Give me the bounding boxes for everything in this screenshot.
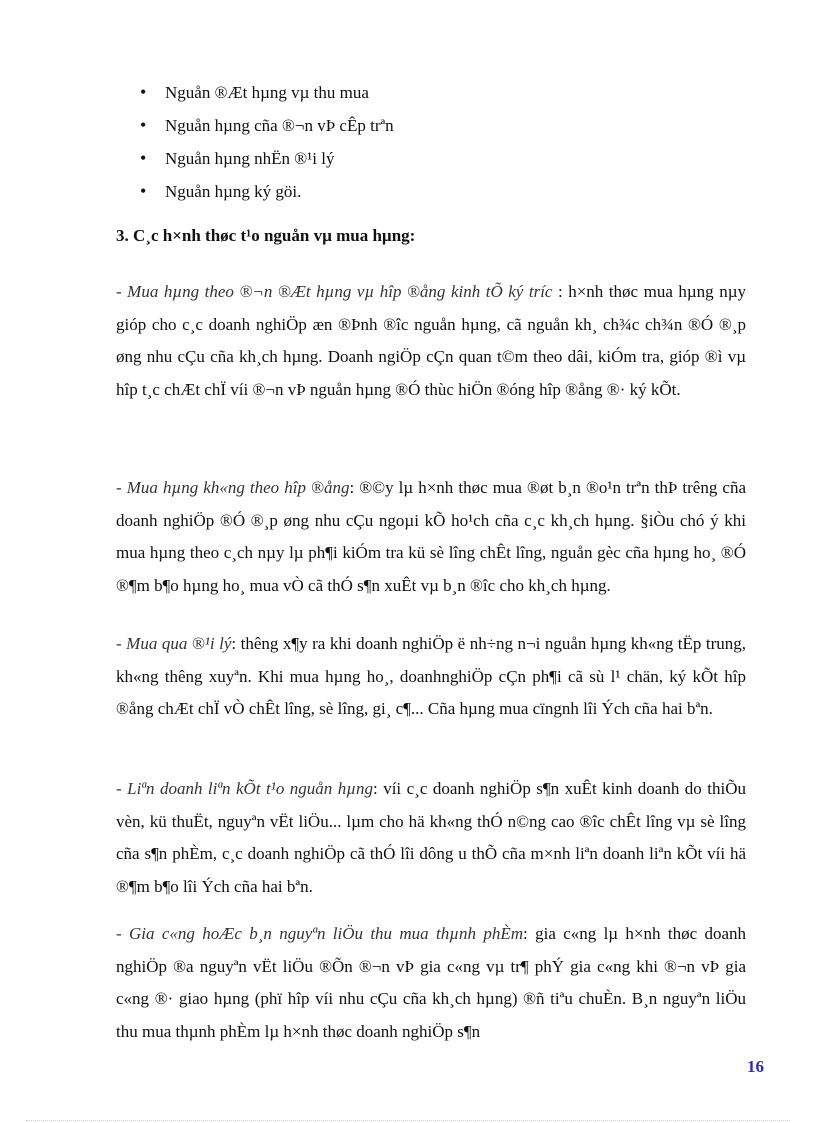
paragraph (116, 918, 746, 1048)
paragraph-body: : gia c«ng lµ h×nh thøc doanh nghiÖp ®a nguyªn vËt liÖu ®Õn ®¬n vÞ gia c«ng vµ tr¶ phÝ gia c«ng khi ®¬n vÞ gia c«ng ®· giao hµng (phï hîp víi nhu cÇu cña kh¸ch hµng) ®ñ tiªu chuÈn. B¸n nguyªn liÖu thu mua thµnh phÈm lµ h×nh thøc doanh nghiÖp s¶n (116, 924, 746, 1041)
list-item: • Nguån ®Æt hµng vµ thu mua (140, 76, 394, 109)
paragraph-lead: - Mua qua ®¹i lý (116, 634, 232, 653)
page-number: 16 (747, 1057, 764, 1076)
paragraph-body: : ®©y lµ h×nh thøc mua ®øt b¸n ®o¹n trªn thÞ trêng cña doanh nghiÖp ®Ó ®¸p øng nhu cÇu ngoµi kÕ ho¹ch cña c¸c kh¸ch hµng. §iÒu chó ý khi mua hµng theo c¸ch nµy lµ ph¶i kiÓm tra kü sè lîng chÊt lîng, nguån gèc cña hµng ho¸ ®Ó ®¶m b¶o hµng ho¸ mua vÒ cã thÓ s¶n xuÊt vµ b¸n ®îc cho kh¸ch hµng. (116, 478, 746, 595)
footer-divider (26, 1120, 790, 1121)
paragraph-lead: - Liªn doanh liªn kÕt t¹o nguån hµng (116, 779, 374, 798)
paragraph (116, 773, 746, 903)
paragraph-lead: - Mua hµng kh«ng theo hîp ®ång (116, 478, 350, 497)
section-heading: 3. C¸c h×nh thøc t¹o nguån vµ mua hµng: (116, 226, 416, 245)
paragraph (116, 628, 746, 726)
paragraph-lead: - Mua hµng theo ®¬n ®Æt hµng vµ hîp ®ång kinh tÕ ký tríc (116, 282, 553, 301)
paragraph (116, 472, 746, 602)
paragraph-body: : víi c¸c doanh nghiÖp s¶n xuÊt kinh doanh do thiÕu vèn, kü thuËt, nguyªn vËt liÖu... lµm cho hä kh«ng thÓ n©ng cao ®îc chÊt lîng vµ sè lîng cña s¶n phÈm, c¸c doanh nghiÖp cã thÓ lîi dông u thÕ cña m×nh liªn doanh liªn kÕt víi hä ®¶m b¶o lîi Ých cña hai bªn. (116, 779, 746, 896)
paragraph-lead: - Gia c«ng hoÆc b¸n nguyªn liÖu thu mua thµnh phÈm (116, 924, 524, 943)
paragraph-body: : h×nh thøc mua hµng nµy gióp cho c¸c doanh nghiÖp æn ®Þnh ®îc nguån hµng, cã nguån kh¸ ch¾c ch¾n ®Ó ®¸p øng nhu cÇu cña kh¸ch hµng. Doanh ngiÖp cÇn quan t©m theo dâi, kiÓm tra, gióp ®ì vµ hîp t¸c chÆt chÏ víi ®¬n vÞ nguån hµng ®Ó thùc hiÖn ®óng hîp ®ång ®· ký kÕt. (116, 282, 746, 399)
list-item: • Nguån hµng ký göi. (140, 175, 394, 208)
list-item: • Nguån hµng cña ®¬n vÞ cÊp trªn (140, 109, 394, 142)
list-item: • Nguån hµng nhËn ®¹i lý (140, 142, 394, 175)
paragraph-body: : thêng x¶y ra khi doanh nghiÖp ë nh÷ng n¬i nguån hµng kh«ng tËp trung, kh«ng thêng xuyªn. Khi mua hµng ho¸, doanhnghiÖp cÇn ph¶i cã sù l¹ chän, ký kÕt hîp ®ång chÆt chÏ vÒ chÊt lîng, sè lîng, gi¸ c¶... Cña hµng mua cïngnh lîi Ých cña hai bªn. (116, 634, 746, 719)
paragraph (116, 276, 746, 406)
source-list (140, 76, 394, 208)
